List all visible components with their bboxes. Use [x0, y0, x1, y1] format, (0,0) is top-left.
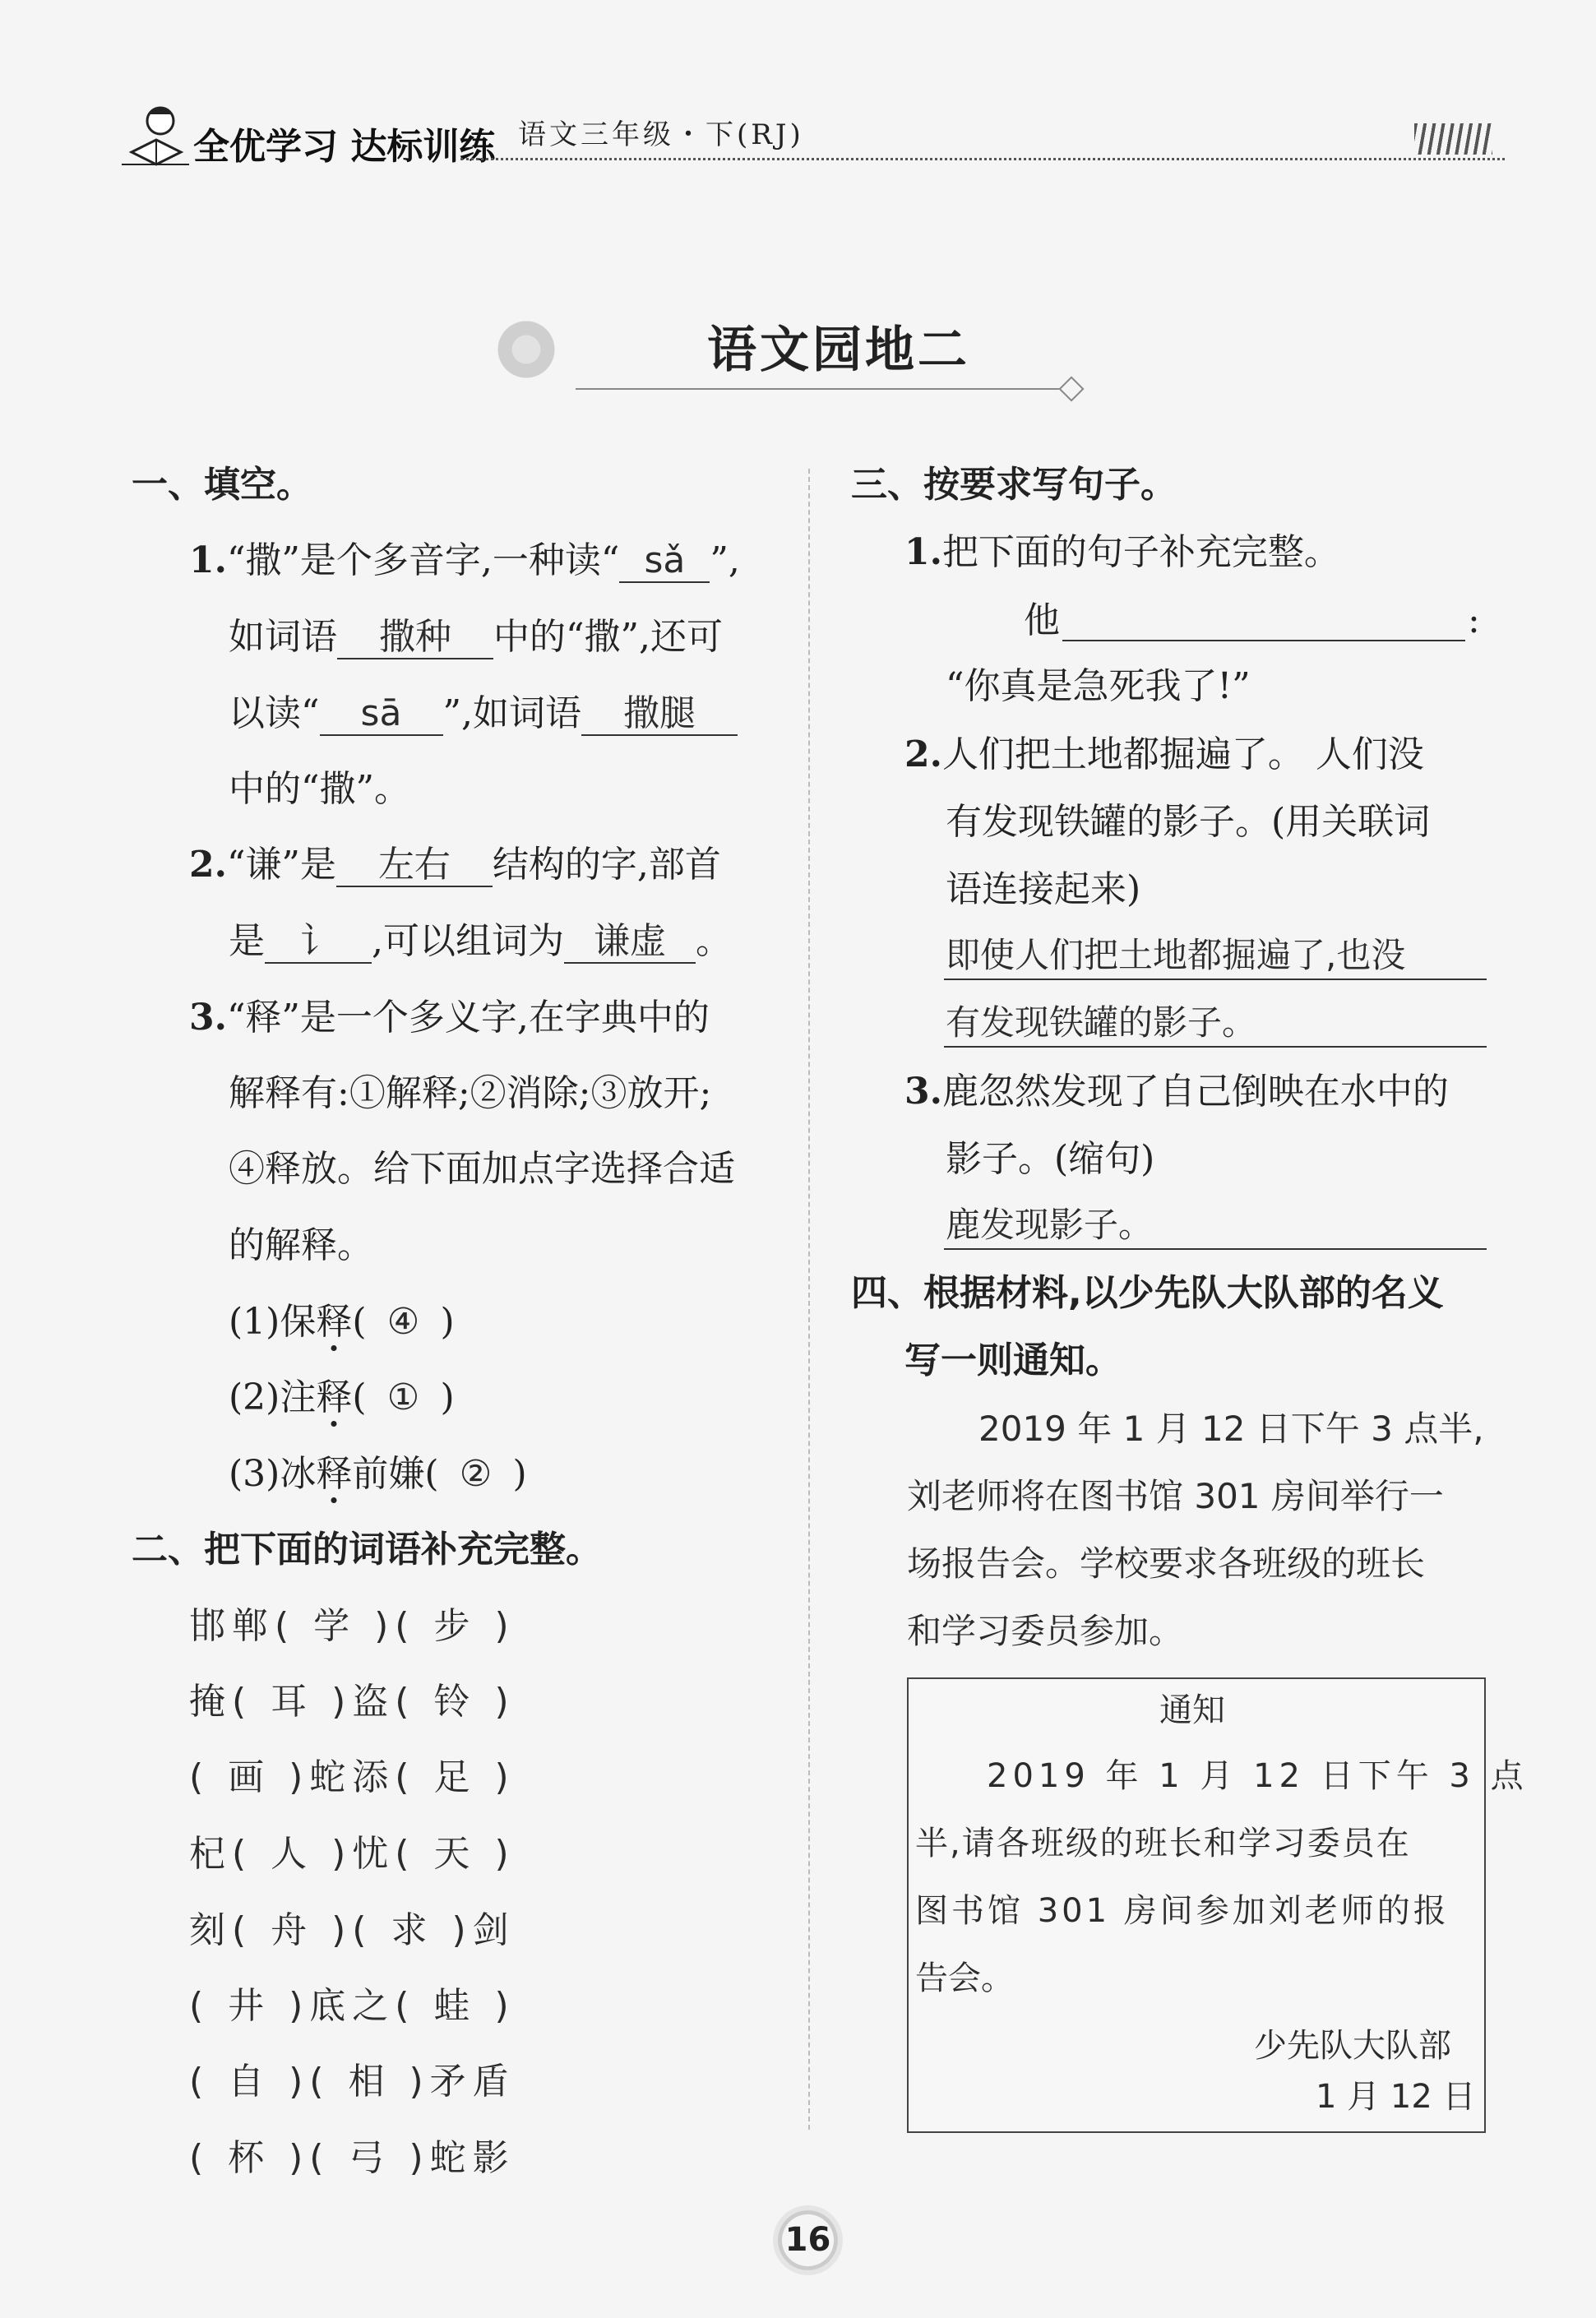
notice-title: 通知 — [1159, 1691, 1225, 1729]
q3-item-1 — [229, 1298, 455, 1347]
q1-text-b: ”, — [710, 539, 740, 581]
q2-text-c: 是 — [229, 920, 265, 962]
s3-q2-line3: 语连接起来) — [946, 868, 1141, 910]
q1-line4: 中的“撒”。 — [229, 768, 410, 810]
material-line: 和学习委员参加。 — [907, 1611, 1184, 1651]
answer-line — [944, 1046, 1487, 1048]
q3-item-3-suffix: 前嫌 — [352, 1453, 425, 1495]
answer-line — [944, 1248, 1487, 1250]
q3-line3: ④释放。给下面加点字选择合适 — [229, 1148, 735, 1190]
q3-number: 3. — [189, 997, 227, 1039]
header-stripes-decoration — [1414, 123, 1492, 155]
page-number: 16 — [773, 2205, 843, 2275]
s3-q1-line — [904, 528, 1340, 577]
q1-text-c: 如词语 — [229, 616, 337, 658]
material-line: 刘老师将在图书馆 301 房间举行一 — [907, 1476, 1444, 1516]
q3-item-2-open-paren: ( — [352, 1376, 367, 1418]
page-header — [107, 99, 1488, 173]
s3-q3-line1 — [904, 1067, 1449, 1117]
q1-line1 — [189, 536, 740, 585]
q1-answer-3: sā — [320, 693, 443, 736]
s3-q2-line2: 有发现铁罐的影子。(用关联词 — [946, 801, 1431, 843]
q2-text-e: 。 — [696, 920, 732, 962]
s3-q2-answer-1: 即使人们把土地都掘遍了,也没 — [946, 935, 1406, 975]
q3-item-3-dotted-char: 释 — [316, 1453, 353, 1495]
q3-item-1-open-paren: ( — [352, 1301, 367, 1343]
s3-q1-quote: “你真是急死我了!” — [946, 665, 1251, 707]
section4-heading-2: 写一则通知。 — [904, 1339, 1122, 1381]
q1-text-a: “撒”是个多音字,一种读“ — [226, 539, 620, 581]
s3-q1-text: 把下面的句子补充完整。 — [941, 531, 1340, 573]
section2-heading: 二、把下面的词语补充完整。 — [132, 1529, 602, 1571]
q3-item-1-close-paren: ) — [440, 1301, 455, 1343]
page-title: 语文园地二 — [707, 322, 970, 379]
idiom-row: ( 杯 )( 弓 )蛇影 — [189, 2137, 516, 2179]
q3-line1 — [189, 993, 710, 1043]
q1-answer-1: sǎ — [619, 540, 710, 583]
column-divider — [808, 469, 810, 2130]
q3-item-1-prefix: (1)保 — [229, 1301, 317, 1343]
q3-item-2-prefix: (2)注 — [229, 1376, 317, 1418]
q3-item-1-dotted-char: 释 — [316, 1301, 353, 1343]
q1-number: 1. — [189, 539, 227, 581]
idiom-row: ( 井 )底之( 蛙 ) — [189, 1985, 516, 2027]
s3-q2-number: 2. — [904, 733, 942, 775]
q2-answer-2: 讠 — [265, 921, 372, 964]
s3-q3-line2: 影子。(缩句) — [946, 1138, 1155, 1180]
q3-text-1: “释”是一个多义字,在字典中的 — [226, 997, 710, 1039]
q3-item-2-answer: ① — [386, 1376, 420, 1418]
idiom-row: 杞( 人 )忧( 天 ) — [189, 1833, 516, 1875]
q3-item-2-dotted-char: 释 — [316, 1376, 353, 1418]
header-dotted-rule — [460, 158, 1505, 160]
brand-title: 全优学习 达标训练 — [193, 126, 496, 168]
q3-item-3-close-paren: ) — [512, 1453, 527, 1495]
title-decoration-icon — [489, 321, 563, 378]
q3-item-3-answer: ② — [459, 1453, 493, 1495]
q3-item-2-close-paren: ) — [440, 1376, 455, 1418]
s3-q2-answer-2: 有发现铁罐的影子。 — [946, 1002, 1257, 1043]
section3-heading: 三、按要求写句子。 — [851, 464, 1177, 506]
q2-text-d: ,可以组词为 — [372, 920, 564, 962]
material-line: 场报告会。学校要求各班级的班长 — [907, 1543, 1426, 1584]
q1-answer-2: 撒种 — [337, 617, 493, 659]
q2-answer-3: 谦虚 — [564, 921, 696, 964]
q1-text-d: 中的“撒”,还可 — [493, 616, 723, 658]
q2-line1 — [189, 840, 721, 890]
notice-body-line: 半,请各班级的班长和学习委员在 — [915, 1825, 1411, 1862]
answer-line — [944, 979, 1487, 980]
diamond-icon — [1058, 376, 1084, 401]
s3-q1-number: 1. — [904, 531, 942, 573]
q3-item-3 — [229, 1450, 527, 1499]
s3-q2-text-1: 人们把土地都掘遍了。 人们没 — [941, 733, 1424, 775]
idiom-row: 掩( 耳 )盗( 铃 ) — [189, 1681, 516, 1723]
q1-line2 — [229, 613, 723, 662]
notice-body-line: 图书馆 301 房间参加刘老师的报 — [915, 1892, 1450, 1930]
s3-q3-answer: 鹿发现影子。 — [946, 1205, 1154, 1245]
s3-q1-blank-line — [1062, 640, 1465, 641]
idiom-row: ( 自 )( 相 )矛盾 — [189, 2061, 516, 2103]
section1-heading: 一、填空。 — [132, 464, 312, 506]
idiom-row: ( 画 )蛇添( 足 ) — [189, 1756, 516, 1798]
idiom-row: 邯郸( 学 )( 步 ) — [189, 1605, 516, 1647]
reading-kid-logo-icon — [115, 103, 193, 173]
q3-item-3-prefix: (3)冰 — [229, 1453, 317, 1495]
q3-item-3-open-paren: ( — [424, 1453, 439, 1495]
q2-number: 2. — [189, 844, 227, 886]
title-underline — [576, 388, 1069, 390]
q1-text-f: ”,如词语 — [442, 692, 581, 734]
q2-answer-1: 左右 — [336, 844, 493, 887]
s3-q2-line1 — [904, 730, 1424, 780]
notice-answer-box — [907, 1677, 1529, 2133]
q2-line2 — [229, 917, 732, 966]
subject-label: 语文三年级・下(RJ) — [518, 118, 804, 151]
q1-text-e: 以读“ — [229, 692, 320, 734]
notice-body-line: 2019 年 1 月 12 日下午 3 点 — [987, 1757, 1529, 1795]
q1-answer-4: 撒腿 — [581, 693, 738, 736]
s3-q1-he: 他 — [1024, 599, 1060, 641]
notice-date: 1 月 12 日 — [1316, 2078, 1476, 2116]
idiom-row: 刻( 舟 )( 求 )剑 — [189, 1909, 516, 1951]
q2-text-b: 结构的字,部首 — [492, 844, 721, 886]
material-line: 2019 年 1 月 12 日下午 3 点半, — [978, 1409, 1484, 1449]
q2-text-a: “谦”是 — [226, 844, 336, 886]
q3-line4: 的解释。 — [229, 1224, 373, 1266]
notice-signer: 少先队大队部 — [1254, 2027, 1451, 2065]
q3-item-1-answer: ④ — [386, 1301, 420, 1343]
s3-q3-number: 3. — [904, 1071, 942, 1113]
q3-line2: 解释有:①解释;②消除;③放开; — [229, 1072, 712, 1114]
section4-heading-1: 四、根据材料,以少先队大队部的名义 — [851, 1272, 1444, 1314]
s3-q3-text-1: 鹿忽然发现了自己倒映在水中的 — [941, 1071, 1449, 1113]
q3-item-2 — [229, 1373, 455, 1423]
s3-q1-colon: : — [1468, 599, 1480, 641]
notice-body-line: 告会。 — [915, 1959, 1014, 1997]
q1-line3 — [229, 689, 738, 738]
